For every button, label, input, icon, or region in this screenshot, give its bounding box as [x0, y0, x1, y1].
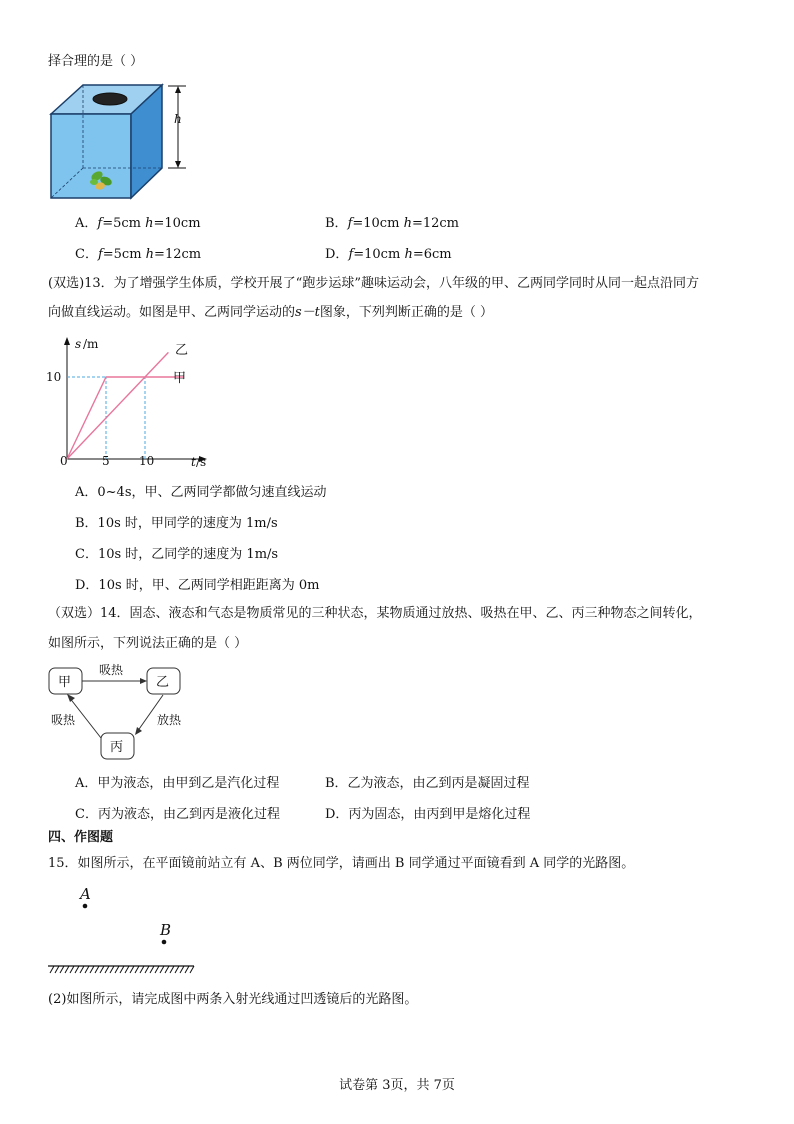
point-a-label: A — [80, 885, 91, 903]
mirror-hatch-mark — [85, 966, 89, 973]
mirror-hatch-mark — [185, 966, 189, 973]
svg-text:/s: /s — [196, 455, 207, 469]
mirror-hatch-mark — [70, 966, 74, 973]
q14-stem-line2: 如图所示，下列说法正确的是（ ） — [48, 636, 248, 651]
edge-label-bing-jia: 吸热 — [51, 713, 76, 727]
series-label-jia: 甲 — [173, 371, 187, 386]
mirror-hatch-mark — [110, 966, 114, 973]
mirror-hatch-mark — [120, 966, 124, 973]
series-label-yi: 乙 — [175, 343, 189, 358]
svg-text:乙: 乙 — [156, 675, 170, 690]
point-b — [162, 940, 167, 945]
q12-option-d: D．f=10cm h=6cm — [325, 247, 452, 262]
q14-option-b: B．乙为液态，由乙到丙是凝固过程 — [325, 776, 530, 791]
mirror-hatch-mark — [170, 966, 174, 973]
page-footer: 试卷第 3页，共 7页 — [339, 1078, 455, 1093]
q12-stem-tail: 择合理的是（ ） — [48, 54, 144, 69]
series-line-0 — [67, 377, 184, 459]
mirror-hatch-mark — [80, 966, 84, 973]
edge-label-yi-bing: 放热 — [157, 713, 182, 727]
q13-stem-line1: (双选)13．为了增强学生体质，学校开展了“跑步运球”趣味运动会，八年级的甲、乙两同学同时从同一起点沿同方 — [48, 276, 699, 291]
q14-option-c: C．丙为液态，由乙到丙是液化过程 — [75, 807, 280, 822]
series-line-1 — [67, 352, 168, 459]
q14-state-diagram — [48, 660, 208, 770]
x-axis-label: t — [191, 455, 196, 469]
y-axis-label: s — [75, 337, 82, 351]
svg-text:h: h — [174, 112, 182, 126]
q13-option-a: A．0~4s，甲、乙两同学都做匀速直线运动 — [75, 485, 327, 500]
svg-text:/m: /m — [83, 337, 99, 351]
mirror-hatch-mark — [150, 966, 154, 973]
mirror-hatch-mark — [140, 966, 144, 973]
mirror-hatch-mark — [175, 966, 179, 973]
mirror-hatch-mark — [130, 966, 134, 973]
mirror-hatch-mark — [125, 966, 129, 973]
mirror-hatch-mark — [65, 966, 69, 973]
q13-option-c: C．10s 时，乙同学的速度为 1m/s — [75, 547, 279, 562]
mirror-hatch-mark — [145, 966, 149, 973]
mirror-hatch-mark — [115, 966, 119, 973]
section-title: 四、作图题 — [48, 830, 114, 845]
mirror-hatch-mark — [135, 966, 139, 973]
x-tick-0: 0 — [60, 454, 68, 468]
point-b-label: B — [160, 921, 172, 939]
q13-option-d: D．10s 时，甲、乙两同学相距距离为 0m — [75, 578, 320, 593]
y-tick-10: 10 — [46, 370, 62, 384]
mirror-hatch-mark — [165, 966, 169, 973]
mirror-hatch-mark — [105, 966, 109, 973]
svg-text:丙: 丙 — [110, 740, 124, 755]
q16-stem: (2)如图所示，请完成图中两条入射光线通过凹透镜后的光路图。 — [48, 992, 418, 1007]
q14-option-a: A．甲为液态，由甲到乙是汽化过程 — [75, 776, 280, 791]
mirror-hatch-mark — [60, 966, 64, 973]
x-tick-10: 10 — [139, 454, 155, 468]
mirror-hatch-mark — [95, 966, 99, 973]
svg-text:甲: 甲 — [58, 675, 72, 690]
q12-option-a: A．f=5cm h=10cm — [75, 216, 201, 231]
mirror-hatch-mark — [100, 966, 104, 973]
q12-option-b: B．f=10cm h=12cm — [325, 216, 459, 231]
mirror-hatch-mark — [190, 966, 194, 973]
x-tick-5: 5 — [102, 454, 110, 468]
q13-option-b: B．10s 时，甲同学的速度为 1m/s — [75, 516, 278, 531]
y-axis-arrow — [64, 337, 70, 345]
q14-stem-line1: （双选）14．固态、液态和气态是物质常见的三种状态，某物质通过放热、吸热在甲、乙、丙三种物态之间转化， — [48, 606, 702, 621]
mirror-hatch-mark — [180, 966, 184, 973]
q12-box-figure — [48, 82, 198, 207]
q13-st-chart — [46, 335, 225, 470]
mirror-hatch-mark — [160, 966, 164, 973]
mirror-hatch-mark — [50, 966, 54, 973]
mirror-hatch-mark — [90, 966, 94, 973]
edge-label-jia-yi: 吸热 — [99, 663, 124, 677]
mirror-hatch-mark — [75, 966, 79, 973]
q15-stem: 15．如图所示，在平面镜前站立有 A、B 两位同学，请画出 B 同学通过平面镜看到 A 同学的光路图。 — [48, 856, 635, 871]
mirror-hatch-mark — [55, 966, 59, 973]
point-a — [83, 904, 88, 909]
q15-mirror-figure — [48, 882, 208, 977]
q13-stem-line2: 向做直线运动。如图是甲、乙两同学运动的s－t图象，下列判断正确的是（ ） — [48, 305, 494, 320]
q14-option-d: D．丙为固态，由丙到甲是熔化过程 — [325, 807, 531, 822]
mirror-hatch-mark — [155, 966, 159, 973]
q12-option-c: C．f=5cm h=12cm — [75, 247, 202, 262]
